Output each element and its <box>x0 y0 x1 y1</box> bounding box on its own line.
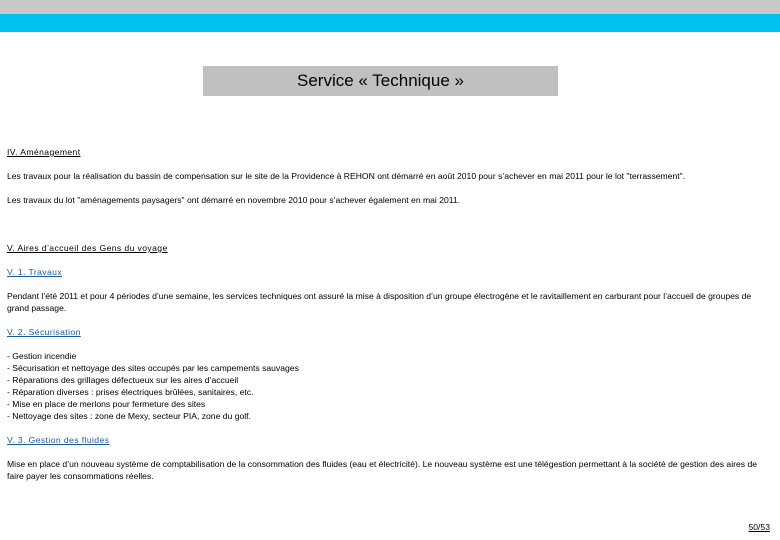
list-item: - Nettoyage des sites : zone de Mexy, secteur PIA, zone du golf. <box>7 411 251 421</box>
list-item: - Réparation diverses : prises électriques brûlées, sanitaires, etc. <box>7 387 254 397</box>
top-gray-bar <box>0 0 780 14</box>
paragraph: Les travaux pour la réalisation du bassin de compensation sur le site de la Providence à REHON ont démarré en août 2010 pour s’achever en mai 2011 pour le lot "terrassement". <box>7 171 686 181</box>
list-item: - Réparations des grillages défectueux sur les aires d’accueil <box>7 375 239 385</box>
subsection-link-travaux[interactable]: V. 1. Travaux <box>7 267 63 277</box>
page-title: Service « Technique » <box>203 66 558 96</box>
section-heading-aires-accueil: V. Aires d’accueil des Gens du voyage <box>7 243 168 253</box>
list-item: - Sécurisation et nettoyage des sites occupés par les campements sauvages <box>7 363 299 373</box>
paragraph: Pendant l’été 2011 et pour 4 périodes d’une semaine, les services techniques ont assuré la mise à disposition d’un groupe électrogène et le ravitaillement en carburant pour l’accueil de groupes de grand passage. <box>7 291 752 313</box>
paragraph: Les travaux du lot "aménagements paysagers" ont démarré en novembre 2010 pour s’achever également en mai 2011. <box>7 195 461 205</box>
top-accent-bar <box>0 14 780 32</box>
subsection-link-gestion-fluides[interactable]: V. 3. Gestion des fluides <box>7 435 110 445</box>
section-heading-amenagement: IV. Aménagement <box>7 147 81 157</box>
subsection-link-securisation[interactable]: V. 2. Sécurisation <box>7 327 81 337</box>
page-number: 50/53 <box>748 522 770 532</box>
paragraph: Mise en place d’un nouveau système de comptabilisation de la consommation des fluides (eau et électricité). Le nouveau système est une télégestion permettant à la société de gestion des aires de faire payer les consommations réelles. <box>7 459 758 481</box>
list-item: - Gestion incendie <box>7 351 77 361</box>
document-body <box>7 146 772 482</box>
list-item: - Mise en place de merlons pour fermeture des sites <box>7 399 206 409</box>
